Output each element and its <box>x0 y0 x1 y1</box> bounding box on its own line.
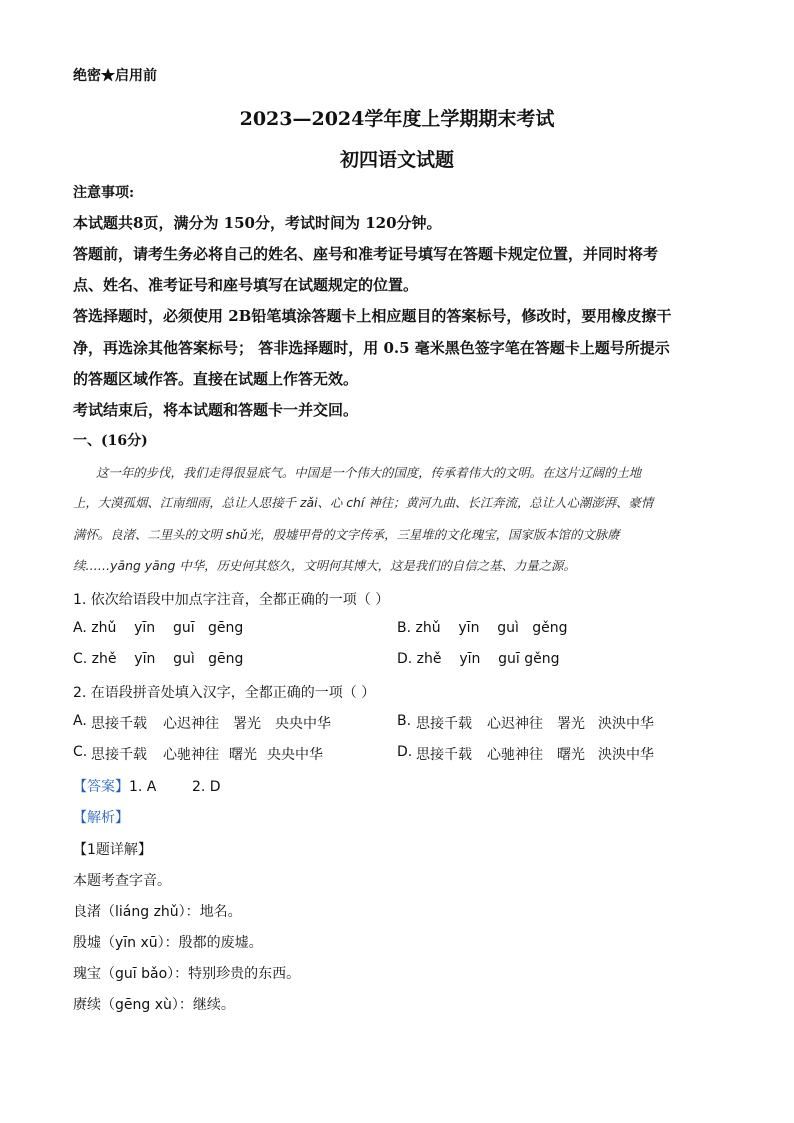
note-line-2: 答题前，请考生务必将自己的姓名、座号和准考证号填写在答题卡规定位置，并同时将考 <box>73 245 659 263</box>
analysis-tag: 【解析】 <box>73 810 129 826</box>
note-line-5: 净，再选涂其他答案标号； 答非选择题时，用 0.5 毫米黑色签字笔在答题卡上题号所提示 <box>73 339 670 357</box>
q1-option-c: C. zhě yīn guì gēng <box>73 651 244 667</box>
exam-subtitle: 初四语文试题 <box>339 149 454 171</box>
note-line-6: 的答题区域作答。直接在试题上作答无效。 <box>73 370 359 388</box>
q1-option-d: D. zhě yīn guī gěng <box>397 651 560 667</box>
notes-heading: 注意事项: <box>73 185 135 201</box>
analysis-intro: 本题考查字音。 <box>73 873 171 889</box>
question-2-stem: 2. 在语段拼音处填入汉字，全都正确的一项（ ） <box>73 685 376 701</box>
analysis-item-4: 赓续（gēng xù）：继续。 <box>73 997 235 1013</box>
answer-tag: 【答案】 <box>73 779 129 795</box>
passage-line-2: 上，大漠孤烟、江南细雨，总让人思接千 zǎi、心 chí 神往；黄河九曲、长江奔流，总让人心潮澎湃、豪情 <box>73 495 654 510</box>
answer-text: 1. A 2. D <box>129 779 221 795</box>
note-line-1: 本试题共8页，满分为 150分，考试时间为 120分钟。 <box>73 214 442 232</box>
analysis-item-1: 良渚（liáng zhǔ）：地名。 <box>73 904 242 920</box>
confidential-label: 绝密★启用前 <box>73 68 157 84</box>
question-1-stem: 1. 依次给语段中加点字注音，全都正确的一项（ ） <box>73 592 390 608</box>
note-line-3: 点、姓名、准考证号和座号填写在试题规定的位置。 <box>73 276 419 294</box>
passage-line-1: 这一年的步伐，我们走得很显底气。中国是一个伟大的国度，传承着伟大的文明。在这片辽阔的土地 <box>96 465 642 480</box>
note-line-7: 考试结束后，将本试题和答题卡一并交回。 <box>73 401 359 419</box>
answer-line <box>73 776 221 796</box>
analysis-item-3: 瑰宝（guī bǎo）：特别珍贵的东西。 <box>73 966 301 982</box>
q1-option-a: A. zhǔ yīn guī gēng <box>73 620 244 636</box>
analysis-item-2: 殷墟（yīn xū）：殷都的废墟。 <box>73 935 263 951</box>
passage-line-3: 满怀。良渚、二里头的文明 shǔ光，殷墟甲骨的文字传承，三星堆的文化瑰宝，国家版本馆的文脉赓 <box>73 527 620 542</box>
q1-option-b: B. zhǔ yīn guì gěng <box>397 620 568 636</box>
section-heading: 一、(16分) <box>73 433 148 449</box>
passage-line-4: 续……yāng yāng 中华，历史何其悠久，文明何其博大，这是我们的自信之基、力量之源。 <box>73 558 576 573</box>
exam-title: 2023—2024学年度上学期期末考试 <box>239 108 555 130</box>
q1-detail-tag: 【1题详解】 <box>73 842 152 858</box>
note-line-4: 答选择题时，必须使用 2B铅笔填涂答题卡上相应题目的答案标号，修改时，要用橡皮擦干 <box>73 307 672 325</box>
